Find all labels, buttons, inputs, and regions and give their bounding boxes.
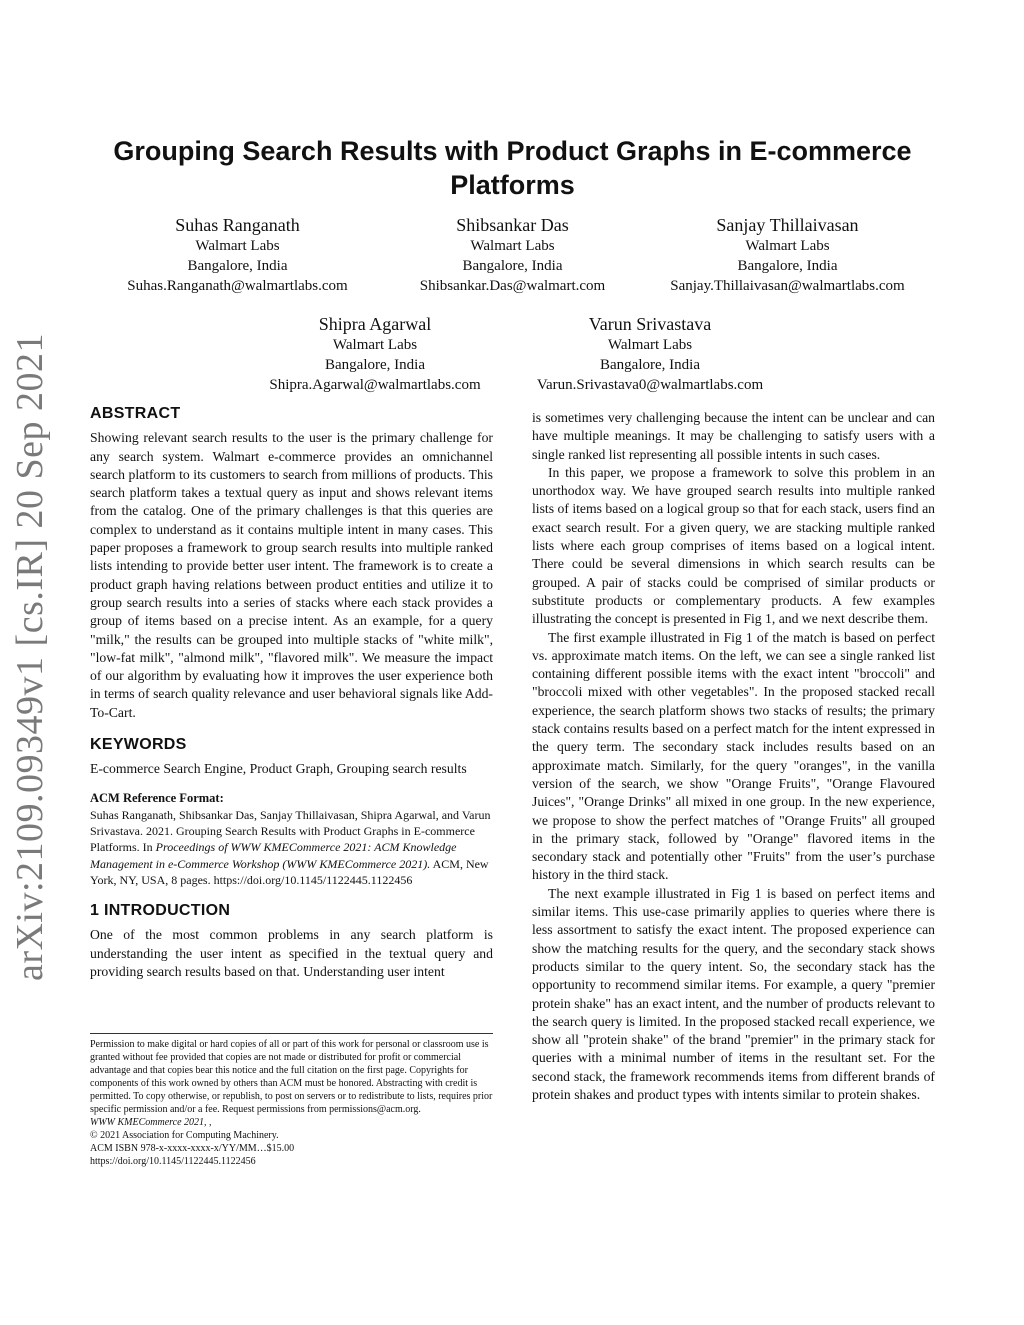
body-paragraph: The first example illustrated in Fig 1 of the match is based on perfect vs. approximate match items. On the left, we can see a single ranked list containing different possible items with the exact intent "broccoli" and "broccoli mixed with other vegetables". In the proposed stacked recall experience, the search platform shows two stacks of results; the primary stack contains results based on a perfect match for the intent expressed in the query term. The secondary stack includes results based on an approximate match. Similarly, for the query "oranges", in the vanilla version of the search, we show "Orange Fruits", "Orange Flavoured Juices", "Orange Drinks" all mixed in one group. In the new experience, we propose to show the perfect matches of "Orange Fruits" all grouped in the primary stack, followed by "Orange" flavored items in the secondary stack and potentially other "Fruits" from the user’s purchase history in the third stack. — [532, 629, 935, 883]
arxiv-stamp: arXiv:2109.09349v1 [cs.IR] 20 Sep 2021 — [9, 332, 51, 982]
doi-line: https://doi.org/10.1145/1122445.1122456 — [90, 1156, 256, 1167]
right-column — [532, 409, 935, 1104]
paper-title: Grouping Search Results with Product Graphs in E-commerce Platforms — [113, 136, 912, 200]
keywords-text: E-commerce Search Engine, Product Graph, Grouping search results — [90, 761, 467, 777]
acm-reference-pre: Suhas Ranganath, Shibsankar Das, Sanjay Thillaivasan, Shipra Agarwal, and Varun Srivastava. 2021. Grouping Search Results with Product Graphs in E-commerce Platforms. In — [90, 807, 491, 855]
author-block — [650, 214, 925, 296]
isbn-line: ACM ISBN 978-x-xxxx-xxxx-x/YY/MM…$15.00 — [90, 1143, 295, 1154]
author-location: Bangalore, India — [462, 258, 563, 274]
author-block — [245, 313, 505, 395]
author-block — [100, 214, 375, 296]
copyright-line: © 2021 Association for Computing Machinery. — [90, 1130, 279, 1141]
author-email: Sanjay.Thillaivasan@walmartlabs.com — [670, 278, 905, 294]
author-name: Shibsankar Das — [456, 215, 569, 235]
author-email: Shipra.Agarwal@walmartlabs.com — [269, 377, 481, 393]
author-location: Bangalore, India — [325, 357, 425, 373]
author-affiliation: Walmart Labs — [745, 238, 830, 254]
author-affiliation: Walmart Labs — [195, 238, 280, 254]
acm-reference-proceedings: Proceedings of WWW KMECommerce 2021: ACM Knowledge Management in e-Commerce Workshop (WWW KMECommerce 2021). — [90, 840, 457, 871]
author-block — [390, 214, 635, 296]
permission-text: Permission to make digital or hard copies of all or part of this work for personal or classroom use is granted without fee provided that copies are not made or distributed for profit or commercial advantage and that copies bear this notice and the full citation on the first page. Copyrights for components of this work owned by others than ACM must be honored. Abstracting with credit is permitted. To copy otherwise, or republish, to post on servers or to redistribute to lists, requires prior specific permission and/or a fee. Request permissions from permissions@acm.org. — [90, 1039, 493, 1115]
permission-footnote — [90, 1033, 493, 1168]
author-affiliation: Walmart Labs — [470, 238, 555, 254]
acm-reference-text — [90, 807, 493, 888]
body-paragraph: In this paper, we propose a framework to solve this problem in an unorthodox way. We have grouped search results into multiple ranked lists of items based on a logical group so that for each stack, users find an exact search result. For a given query, we are stacking multiple ranked lists where each group comprises of items based on a logical intent. There could be several dimensions in which search results can be grouped. A pair of stacks could be comprised of similar products or substitute products or complementary products. A few examples illustrating the concept is presented in Fig 1, and we next describe them. — [532, 464, 935, 627]
author-location: Bangalore, India — [737, 258, 838, 274]
author-name: Shipra Agarwal — [318, 314, 432, 334]
body-paragraph: is sometimes very challenging because the intent can be unclear and can have multiple meanings. It may be challenging to satisfy users with a single ranked list representing all possible intents in such cases. — [532, 410, 935, 462]
introduction-text: One of the most common problems in any search platform is understanding the user intent as specified in the textual query and providing search results based on that. Understanding user intent — [90, 927, 493, 979]
author-name: Suhas Ranganath — [175, 215, 300, 235]
author-block — [510, 313, 790, 395]
author-affiliation: Walmart Labs — [332, 337, 418, 353]
author-location: Bangalore, India — [187, 258, 288, 274]
introduction-heading: 1 INTRODUCTION — [90, 901, 231, 919]
author-email: Suhas.Ranganath@walmartlabs.com — [127, 278, 348, 294]
keywords-heading: KEYWORDS — [90, 736, 187, 754]
venue-line: WWW KMECommerce 2021, , — [90, 1117, 212, 1128]
acm-reference-heading: ACM Reference Format: — [90, 790, 224, 805]
acm-reference-post: ACM, New York, NY, USA, 8 pages. https://doi.org/10.1145/1122445.1122456 — [90, 856, 489, 887]
author-name: Varun Srivastava — [588, 314, 712, 334]
abstract-text: Showing relevant search results to the user is the primary challenge for any search system. Walmart e-commerce provides an omnichannel search platform to its customers to search from millions of products. This search platform takes a textual query as input and shows relevant items from the catalog. One of the primary challenges is that this queries are complex to understand as it contains multiple intent in many cases. This paper proposes a framework to group search results into multiple ranked lists intending to provide better user intent. The framework is to create a product graph having relations between product entities and utilize it to group search results into a series of stacks where each stack provides a group of items based on a precise intent. As an example, for a query "milk," the results can be grouped into multiple stacks of "white milk", "low-fat milk", "almond milk", "flavored milk". We measure the impact of our algorithm by evaluating how it improves the user experience both in terms of search quality relevance and user behavioral signals like Add-To-Cart. — [90, 430, 493, 720]
author-location: Bangalore, India — [600, 357, 700, 373]
body-paragraph: The next example illustrated in Fig 1 is based on perfect items and similar items. This use-case primarily applies to queries where there is less assortment to satisfy the exact intent. The proposed experience can show the matching results for the query, and the secondary stack shows products similar to the query intent. So, the secondary stack has the opportunity to recommend similar items. For example, a query "premier protein shake" has an exact intent, and the number of products relevant to the search query is limited. In the proposed stacked recall experience, we show all "protein shake" of the brand "premier" in the primary stack for queries with a minimal number of items in the resultant set. For the second stack, the framework recommends items from different brands of protein shakes and product types with intents similar to protein shakes. — [532, 885, 935, 1102]
author-email: Varun.Srivastava0@walmartlabs.com — [536, 377, 764, 393]
left-column — [90, 405, 493, 981]
author-email: Shibsankar.Das@walmart.com — [419, 278, 606, 294]
abstract-heading: ABSTRACT — [90, 405, 181, 422]
author-name: Sanjay Thillaivasan — [716, 215, 859, 235]
author-affiliation: Walmart Labs — [607, 337, 693, 353]
